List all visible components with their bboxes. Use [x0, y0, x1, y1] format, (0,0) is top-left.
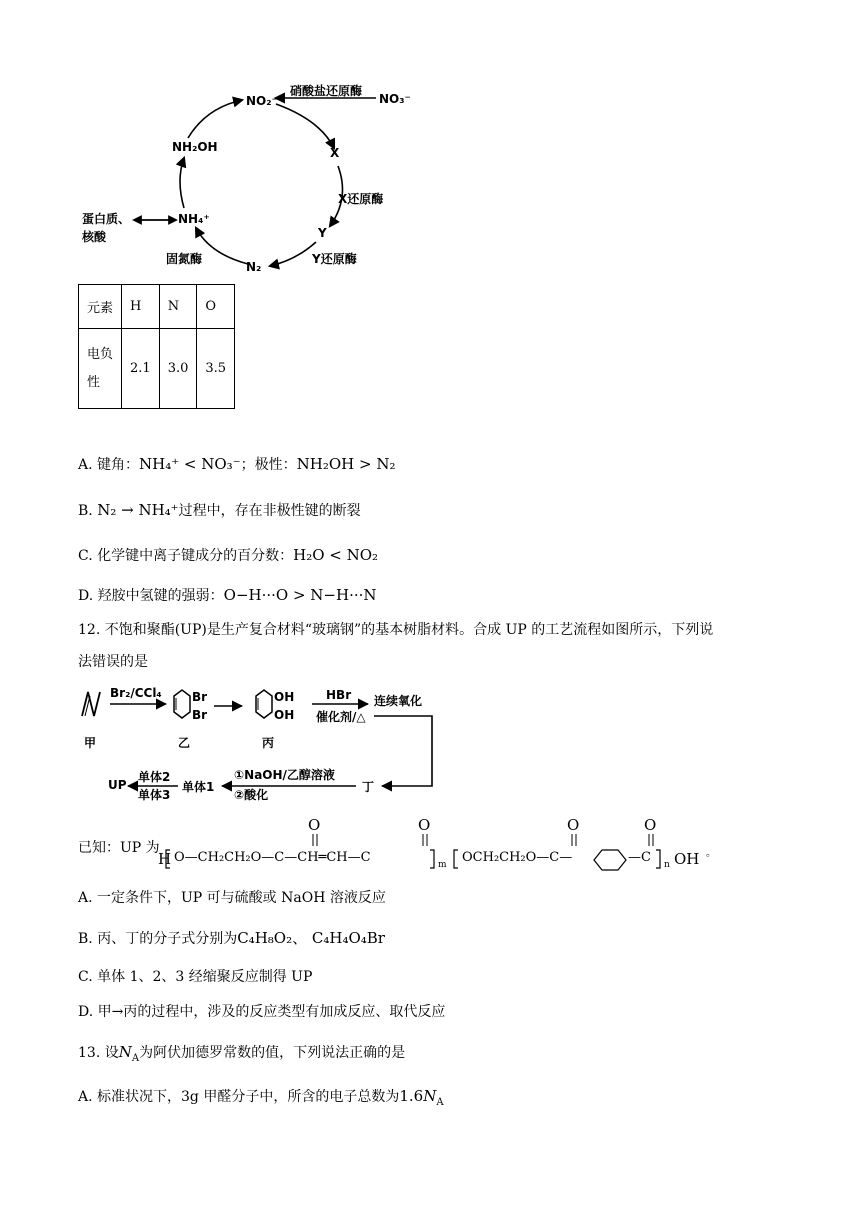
table-header-cell: N — [159, 285, 197, 329]
option-b-text: B. 丙、丁的分子式分别为 — [78, 931, 238, 947]
option-b-text: 过程中，存在非极性键的断裂 — [178, 503, 361, 519]
up-carbonyl-o-3: O — [567, 816, 580, 834]
up-carbonyl-o-4: O — [644, 816, 657, 834]
monomer2-label: 单体2 — [138, 770, 171, 784]
q13-option-a-na-sub: A — [436, 1096, 444, 1108]
yi-br-top: Br — [192, 690, 208, 704]
q11-option-d — [78, 585, 377, 606]
bing-oh-bottom: OH — [274, 708, 295, 722]
q11-option-c — [78, 545, 378, 566]
q12-stem-line1: 12. 不饱和聚酯(UP)是生产复合材料“玻璃钢”的基本树脂材料。合成 UP 的工艺流程如图所示，下列说 — [78, 622, 714, 638]
option-a-formula1: NH₄⁺ < NO₃⁻ — [139, 455, 241, 473]
up-h-end: H — [158, 850, 172, 868]
protein-label: 蛋白质、 — [82, 212, 131, 226]
table-header-cell: 元素 — [79, 285, 122, 329]
q13-na-subscript: A — [131, 1052, 140, 1064]
table-header-cell: O — [197, 285, 235, 329]
q13-stem-suffix: 为阿伏加德罗常数的值，下列说法正确的是 — [139, 1045, 406, 1061]
n2-label: N₂ — [246, 260, 262, 274]
option-d-formula: O−H···O > N−H···N — [223, 586, 377, 604]
compound-ding-label: 丁 — [362, 780, 375, 794]
monomer3-label: 单体3 — [138, 788, 171, 802]
row-label-line1: 电负 — [87, 346, 114, 362]
no3-label: NO₃⁻ — [379, 92, 411, 106]
up-label: UP — [108, 778, 127, 792]
x-label: X — [330, 146, 340, 160]
q11-option-a — [78, 454, 395, 475]
no2-label: NO₂⁻ — [246, 94, 278, 108]
q13-option-a-text: A. 标准状况下，3g 甲醛分子中，所含的电子总数为 — [78, 1089, 400, 1105]
nitrogen-cycle-diagram — [76, 80, 416, 280]
compound-yi-label: 乙 — [178, 736, 191, 750]
option-b-formula: N₂ → NH₄⁺ — [97, 501, 179, 519]
q12-option-d: D. 甲→丙的过程中，涉及的反应类型有加成反应、取代反应 — [78, 1004, 446, 1020]
monomer1-label: 单体1 — [182, 780, 215, 794]
reagent-hbr-label: HBr — [326, 688, 352, 702]
table-cell: 3.0 — [159, 329, 197, 409]
option-a-formula2: NH₂OH > N₂ — [296, 455, 396, 473]
option-b-formulas: C₄H₈O₂、 C₄H₄O₄Br — [237, 929, 385, 947]
table-header-row — [79, 285, 235, 329]
up-structure — [158, 816, 728, 872]
step1-label: ①NaOH/乙醇溶液 — [234, 768, 335, 782]
q13-stem — [78, 1042, 405, 1069]
compound-jia-label: 甲 — [84, 736, 97, 750]
step2-label: ②酸化 — [234, 788, 269, 802]
y-reductase-label: Y还原酶 — [312, 252, 357, 266]
table-cell: 2.1 — [122, 329, 160, 409]
q12-option-b — [78, 928, 385, 949]
q13-option-a-na: N — [423, 1087, 437, 1105]
up-carbonyl-o-1: O — [308, 816, 321, 834]
q12-stem-line2: 法错误的是 — [78, 654, 148, 670]
reagent-br2-label: Br₂/CCl₄ — [110, 686, 162, 700]
up-carbonyl-o-2: O — [418, 816, 431, 834]
q13-option-a — [78, 1086, 444, 1113]
up-subscript-m: m — [438, 860, 447, 870]
up-tail-period: 。 — [706, 848, 716, 859]
x-reductase-label: X还原酶 — [338, 192, 384, 206]
nh4-label: NH₄⁺ — [178, 212, 210, 226]
catalyst-label: 催化剂/△ — [316, 710, 366, 724]
table-header-cell: H — [122, 285, 160, 329]
table-cell: 3.5 — [197, 329, 235, 409]
up-known-prefix: 已知：UP 为 — [78, 840, 160, 856]
option-a-mid: ；极性： — [240, 457, 297, 473]
row-label-line2: 性 — [87, 374, 101, 390]
up-subscript-n: n — [664, 860, 670, 870]
up-segment-2: OCH₂CH₂O—C— — [462, 850, 573, 865]
option-c-prefix: C. 化学键中离子键成分的百分数： — [78, 548, 294, 564]
option-d-prefix: D. 羟胺中氢键的强弱： — [78, 588, 224, 604]
q13-option-a-value: 1.6 — [399, 1087, 424, 1105]
nh2oh-label: NH₂OH — [172, 140, 218, 154]
cycle-arrows — [76, 80, 416, 280]
nitrogenase-label: 固氮酶 — [166, 252, 203, 266]
table-row — [79, 329, 235, 409]
table-row-label — [79, 329, 122, 409]
electronegativity-table — [78, 284, 235, 409]
q12-option-c: C. 单体 1、2、3 经缩聚反应制得 UP — [78, 969, 313, 985]
q12-option-a: A. 一定条件下，UP 可与硫酸或 NaOH 溶液反应 — [78, 890, 386, 906]
bing-oh-top: OH — [274, 690, 295, 704]
up-oh-end: OH — [674, 850, 700, 868]
option-c-formula: H₂O < NO₂ — [293, 546, 379, 564]
nitrate-reductase-label: 硝酸盐还原酶 — [290, 84, 363, 98]
nucleic-acid-label: 核酸 — [82, 230, 107, 244]
option-b-prefix: B. — [78, 503, 93, 519]
y-label: Y — [318, 226, 327, 240]
compound-bing-label: 丙 — [262, 736, 275, 750]
up-segment-1: O—CH₂CH₂O—C—CH═CH—C — [174, 850, 371, 865]
yi-br-bottom: Br — [192, 708, 208, 722]
oxidation-label: 连续氧化 — [374, 694, 423, 708]
option-a-prefix: A. 键角： — [78, 457, 140, 473]
q13-stem-prefix: 13. 设 — [78, 1045, 119, 1061]
q13-na-symbol: N — [118, 1043, 132, 1061]
synthesis-flow-diagram — [78, 686, 448, 806]
up-c-end: —C — [628, 850, 651, 865]
q11-option-b — [78, 500, 361, 521]
